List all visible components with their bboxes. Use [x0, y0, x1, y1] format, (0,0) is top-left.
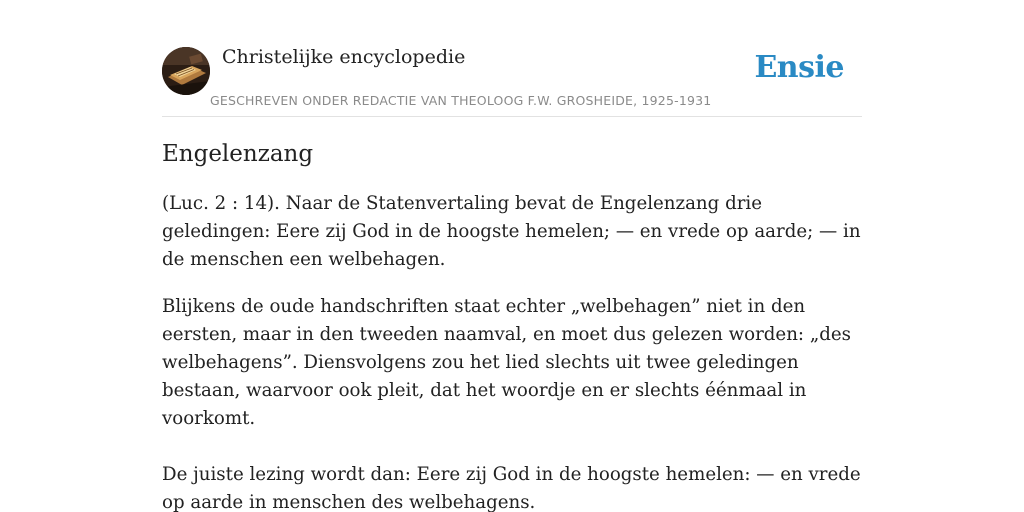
article-paragraph: Blijkens de oude handschriften staat echter „welbehagen” niet in den eersten, maar in den tweeden naamval, en moet dus gelezen worden: „des welbehagens”. Diensvolgens zou het lied slechts uit twee geledingen bestaan, waarvoor ook pleit, dat het woordje en er slechts éénmaal in voorkomt. [162, 296, 851, 429]
article-paragraph: (Luc. 2 : 14). Naar de Statenvertaling bevat de Engelenzang drie geledingen: Eere zij God in de hoogste hemelen; — en vrede op aarde; — in de menschen een welbehagen. [162, 193, 861, 270]
brand-logo[interactable]: Ensie [754, 50, 844, 85]
article-paragraph: De juiste lezing wordt dan: Eere zij God in de hoogste hemelen: — en vrede op aarde in menschen des welbehagens. [162, 464, 861, 512]
book-photo-icon [162, 47, 210, 95]
site-subtitle: GESCHREVEN ONDER REDACTIE VAN THEOLOOG F.W. GROSHEIDE, 1925-1931 [210, 93, 712, 108]
article [162, 138, 862, 512]
article-title: Engelenzang [162, 141, 314, 167]
site-header [162, 46, 862, 117]
avatar[interactable] [162, 47, 210, 95]
site-title[interactable]: Christelijke encyclopedie [222, 46, 466, 68]
